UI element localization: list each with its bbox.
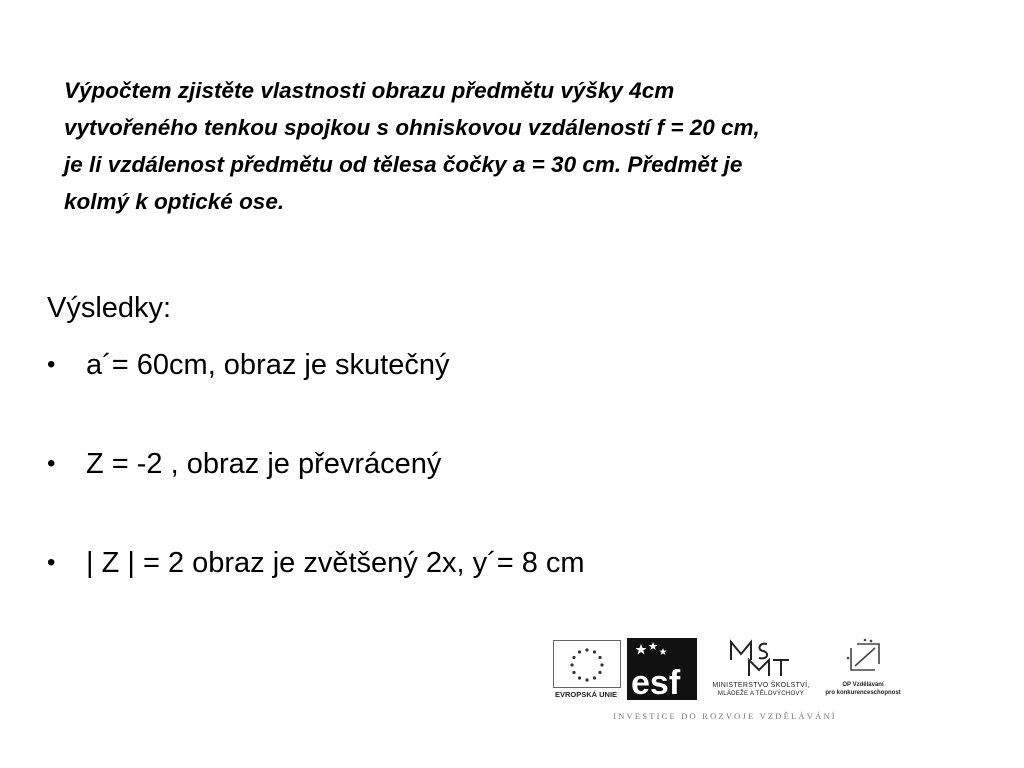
eu-label: EVROPSKÁ UNIE (554, 690, 618, 699)
msmt-logo-icon (727, 638, 791, 678)
task-line: Výpočtem zjistěte vlastnosti obrazu předmětu výšky 4cm (64, 78, 675, 103)
result-item-text: | Z | = 2 obraz je zvětšený 2x, y´= 8 cm (86, 547, 585, 579)
op-label-line2: pro konkurenceschopnost (825, 690, 901, 696)
esf-logo (627, 636, 697, 700)
funding-tagline: INVESTICE DO ROZVOJE VZDĚLÁVÁNÍ (613, 711, 837, 721)
result-item-text: Z = -2 , obraz je převrácený (86, 448, 442, 480)
svg-text:esf: esf (631, 664, 681, 700)
msmt-label-line2: MLÁDEŽE A TĚLOVÝCHOVY (717, 691, 805, 697)
msmt-logo (699, 636, 823, 704)
op-vk-logo (825, 636, 901, 704)
op-vk-logo-icon (845, 638, 885, 676)
result-item-text: a´= 60cm, obraz je skutečný (86, 349, 450, 381)
funding-logos (549, 636, 901, 726)
eu-logo (549, 636, 623, 704)
task-line: vytvořeného tenkou spojkou s ohniskovou vzdáleností f = 20 cm, (64, 115, 760, 140)
esf-logo-icon (627, 638, 697, 700)
eu-flag-icon (553, 640, 621, 688)
msmt-label-line1: MINISTERSTVO ŠKOLSTVÍ, (712, 682, 810, 689)
task-line: je li vzdálenost předmětu od tělesa čočky a = 30 cm. Předmět je (64, 152, 743, 177)
bullet-icon: • (47, 549, 56, 576)
bullet-icon: • (47, 351, 56, 378)
op-label-line1: OP Vzdělávání (842, 682, 884, 688)
results-title: Výsledky: (47, 292, 172, 324)
bullet-icon: • (47, 450, 56, 477)
task-line: kolmý k optické ose. (64, 189, 285, 214)
task-text (64, 72, 964, 220)
